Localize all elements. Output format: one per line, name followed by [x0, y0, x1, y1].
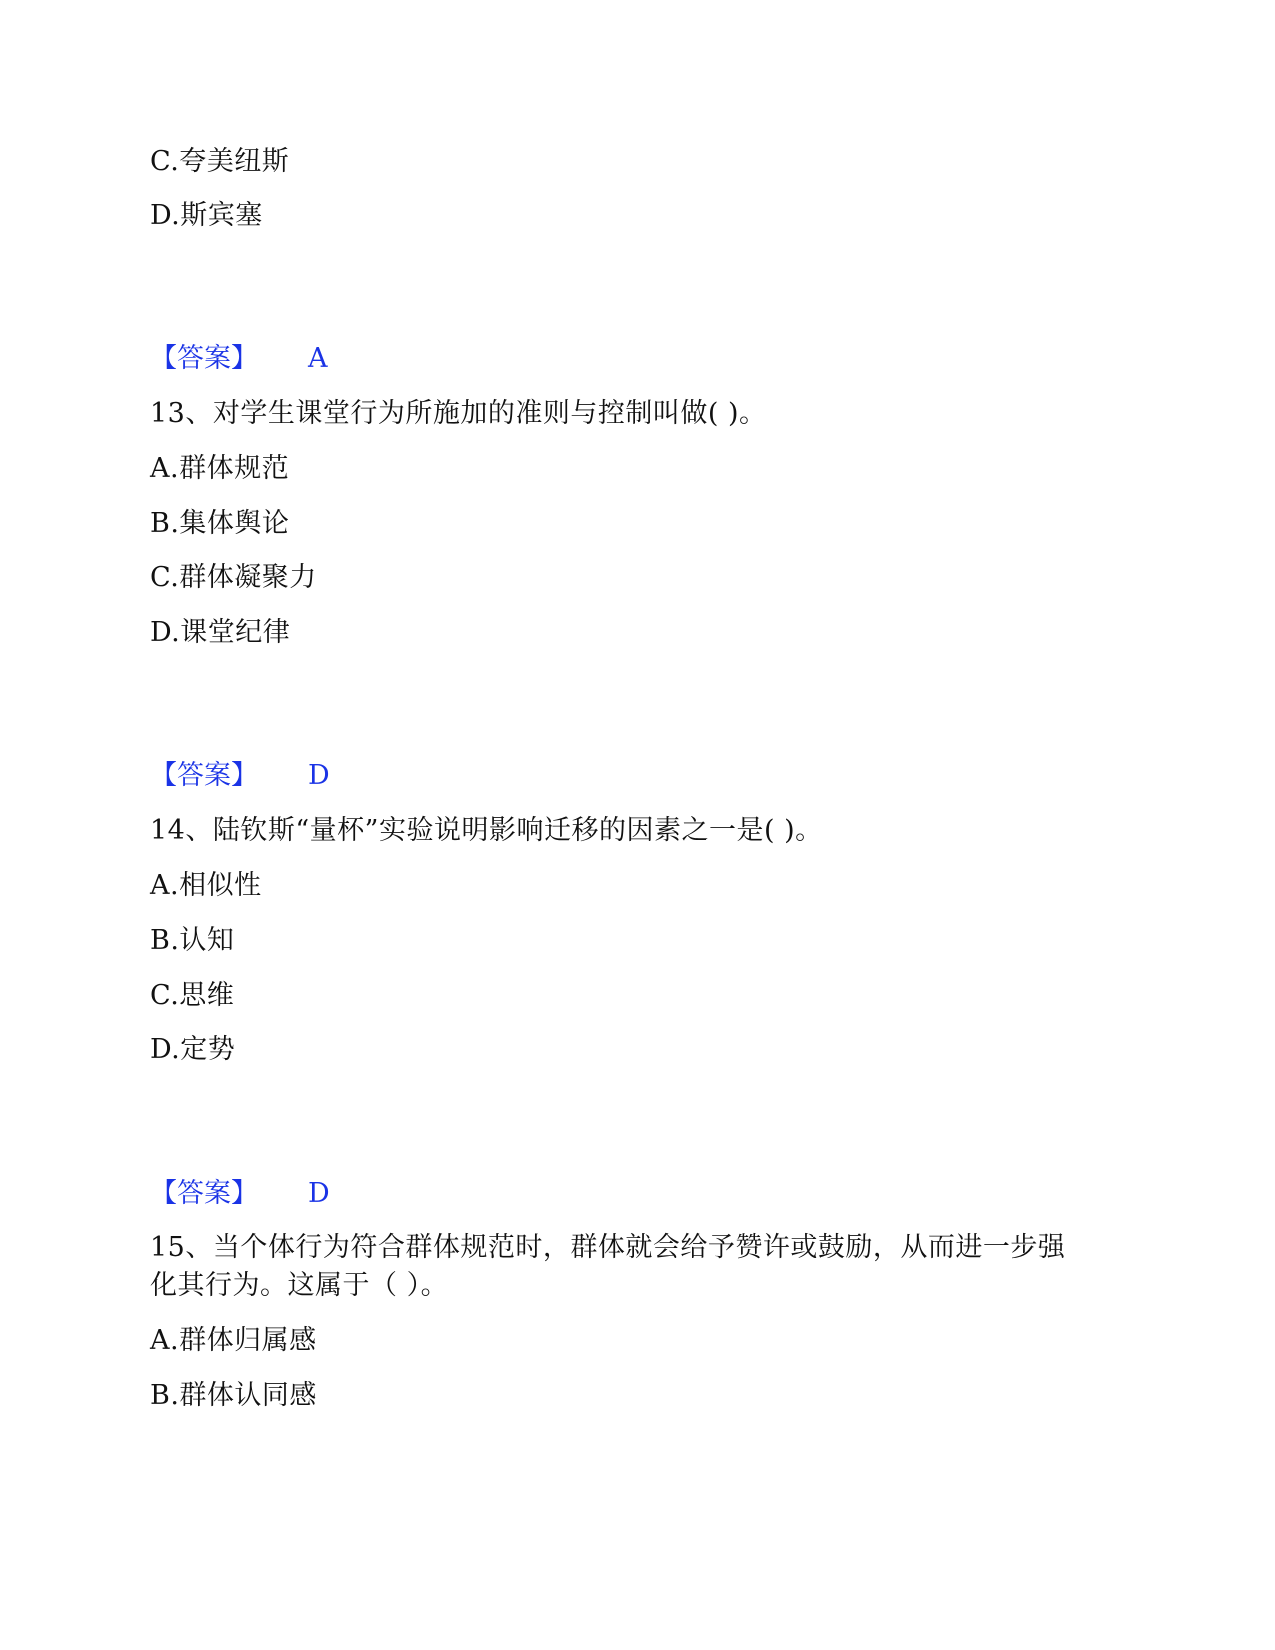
q14-option-c: C.思维: [150, 980, 235, 1011]
q13-option-d: D.课堂纪律: [150, 617, 291, 648]
q13-answer: [150, 757, 330, 795]
q13-option-b: B.集体舆论: [150, 508, 290, 539]
answer-label: 【答案】: [150, 343, 258, 374]
q15-question-line1: 15、当个体行为符合群体规范时，群体就会给予赞许或鼓励，从而进一步强: [150, 1232, 1066, 1263]
q15-option-a: A.群体归属感: [150, 1325, 317, 1356]
answer-value: A: [308, 343, 328, 374]
q13-option-c: C.群体凝聚力: [150, 562, 317, 593]
q14-question: 14、陆钦斯“量杯”实验说明影响迁移的因素之一是( )。: [150, 815, 823, 846]
q14-option-d: D.定势: [150, 1034, 236, 1065]
q12-option-d: D.斯宾塞: [150, 200, 263, 231]
q13-option-a: A.群体规范: [150, 453, 290, 484]
q14-option-b: B.认知: [150, 925, 235, 956]
q14-answer: [150, 1175, 330, 1213]
q15-option-b: B.群体认同感: [150, 1380, 317, 1411]
q15-question-line2: 化其行为。这属于（ ）。: [150, 1270, 449, 1301]
q13-question: 13、对学生课堂行为所施加的准则与控制叫做( )。: [150, 398, 767, 429]
answer-value: D: [308, 1178, 330, 1209]
answer-value: D: [308, 760, 330, 791]
answer-label: 【答案】: [150, 1178, 258, 1209]
q14-option-a: A.相似性: [150, 870, 262, 901]
q12-answer: [150, 340, 328, 378]
answer-label: 【答案】: [150, 760, 258, 791]
q12-option-c: C.夸美纽斯: [150, 146, 290, 177]
